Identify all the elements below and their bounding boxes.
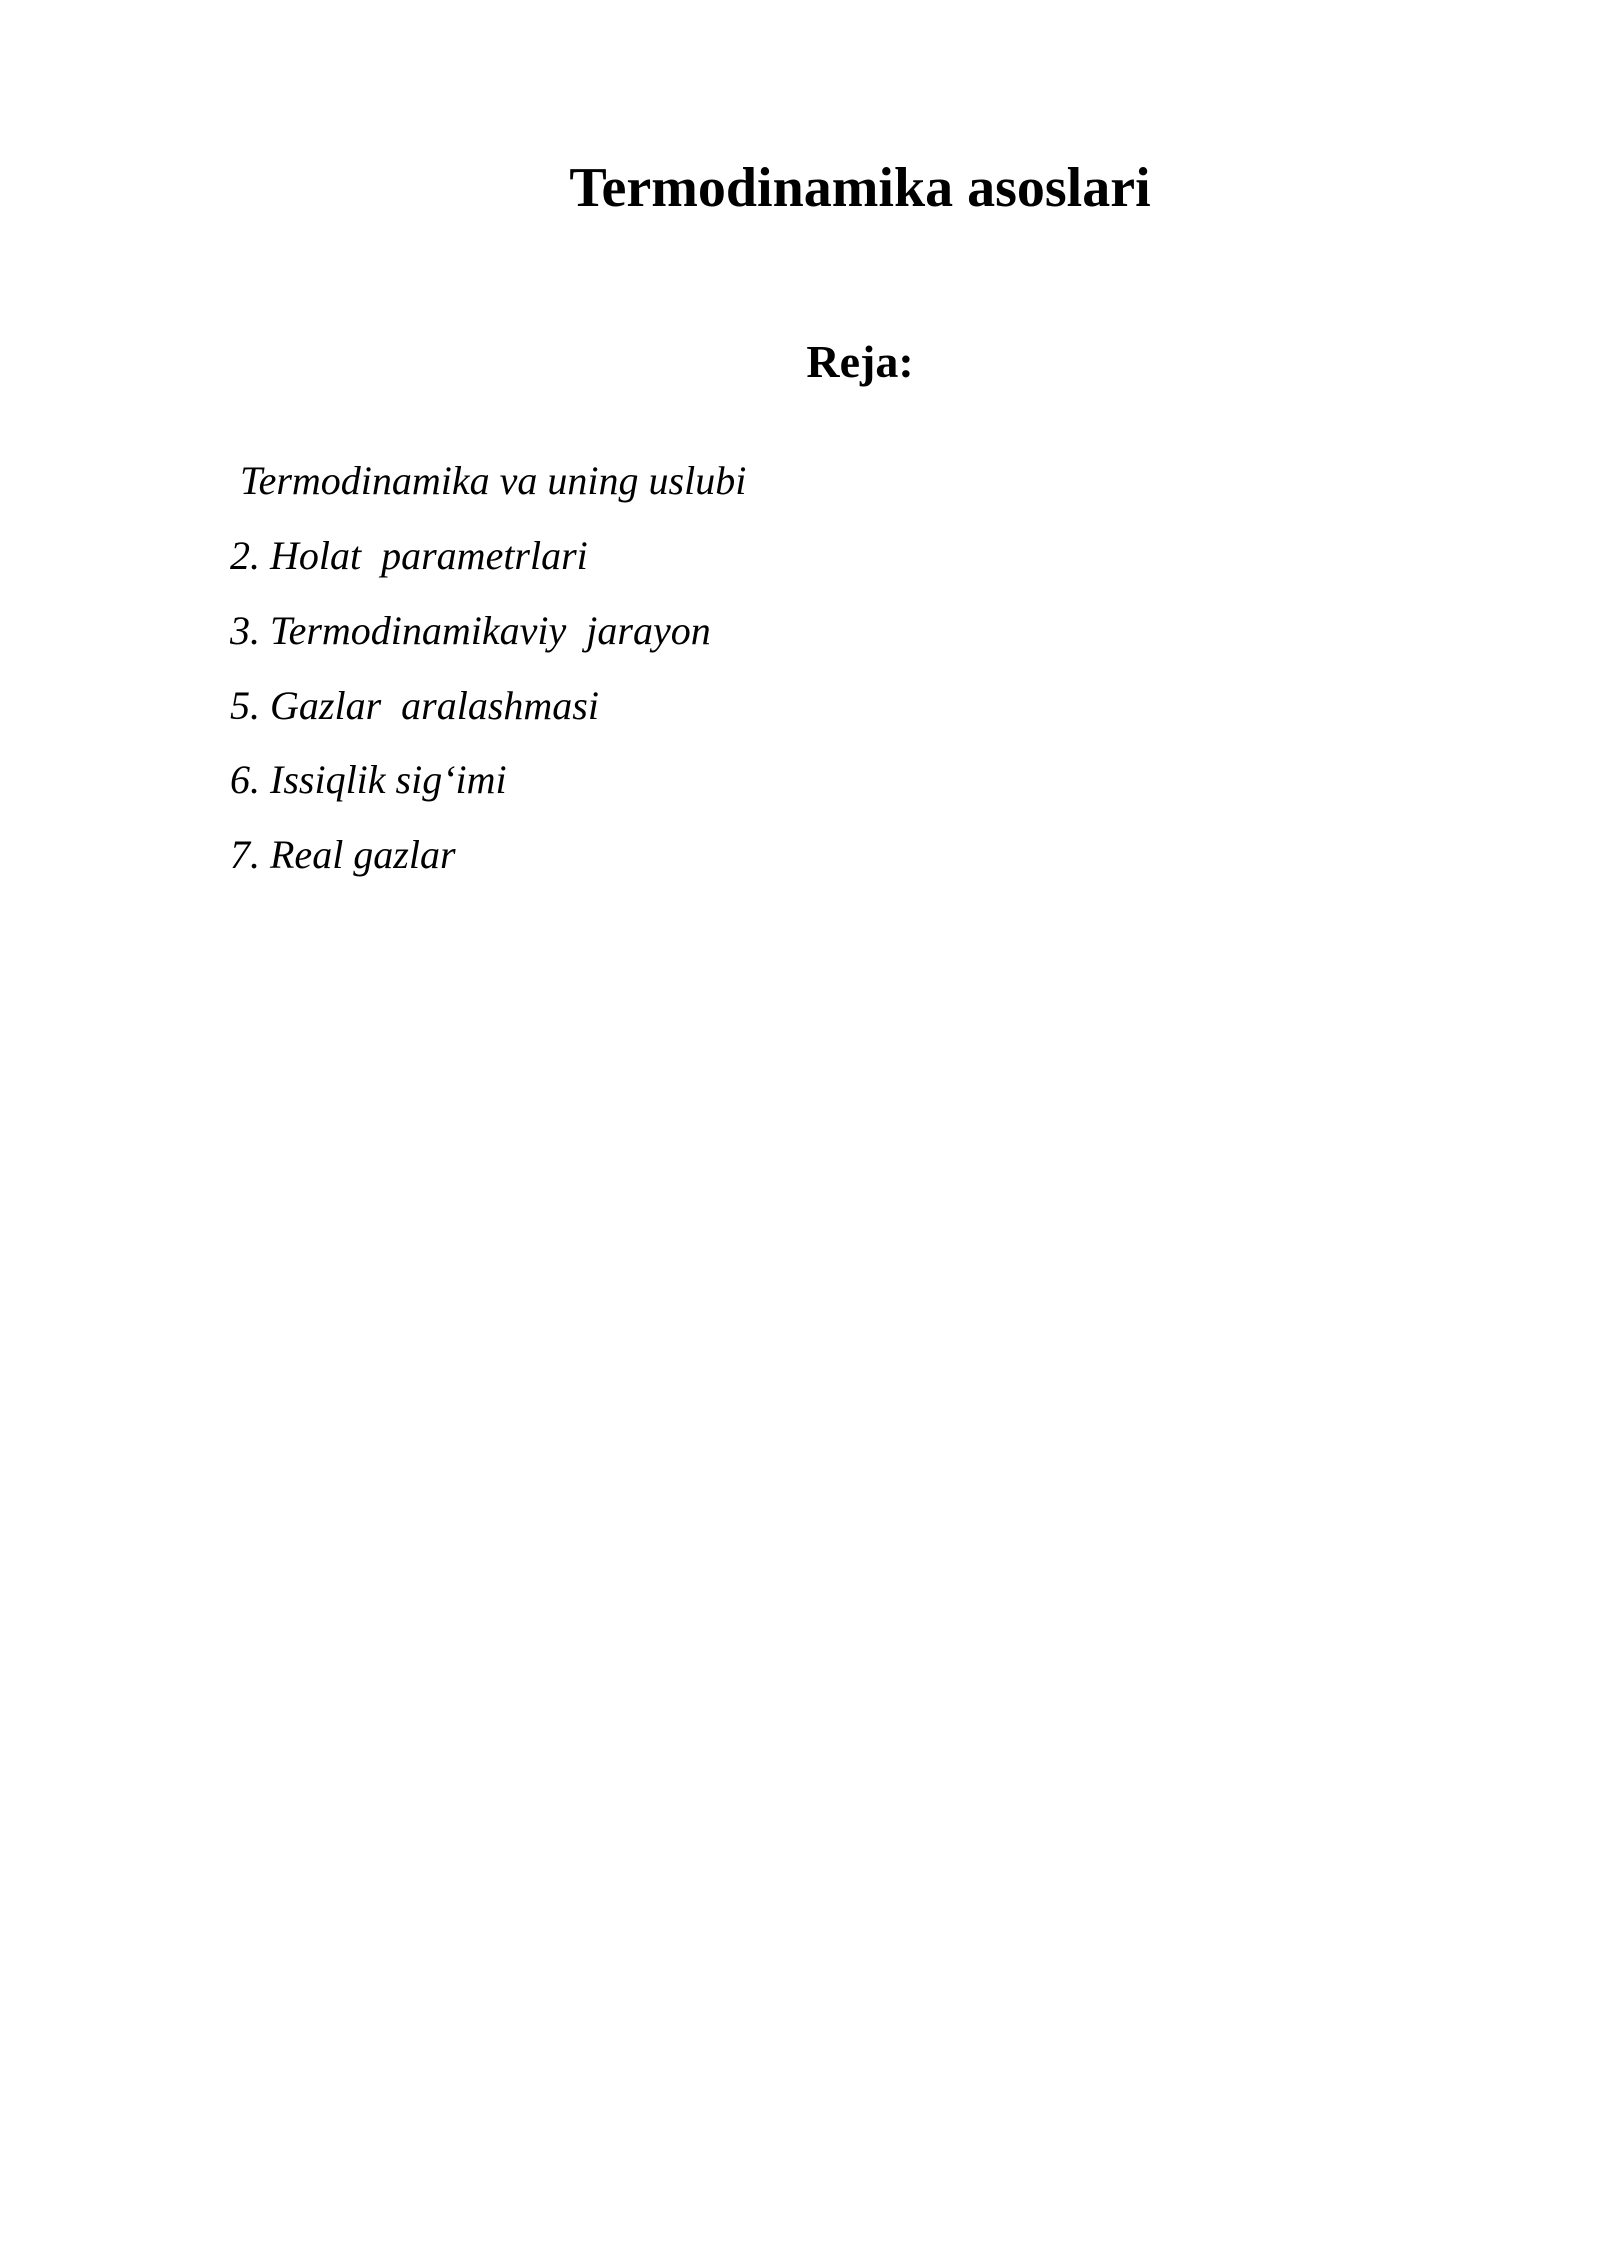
plan-item: 3. Termodinamikaviy jarayon bbox=[230, 608, 711, 653]
plan-item: 6. Issiqlik sig‘imi bbox=[230, 757, 507, 802]
plan-heading: Reja: bbox=[806, 336, 914, 387]
plan-item: 5. Gazlar aralashmasi bbox=[230, 683, 599, 728]
document-title: Termodinamika asoslari bbox=[569, 157, 1151, 219]
plan-item: 2. Holat parametrlari bbox=[230, 533, 588, 578]
plan-item: Termodinamika va uning uslubi bbox=[240, 458, 747, 503]
plan-item: 7. Real gazlar bbox=[230, 832, 456, 877]
